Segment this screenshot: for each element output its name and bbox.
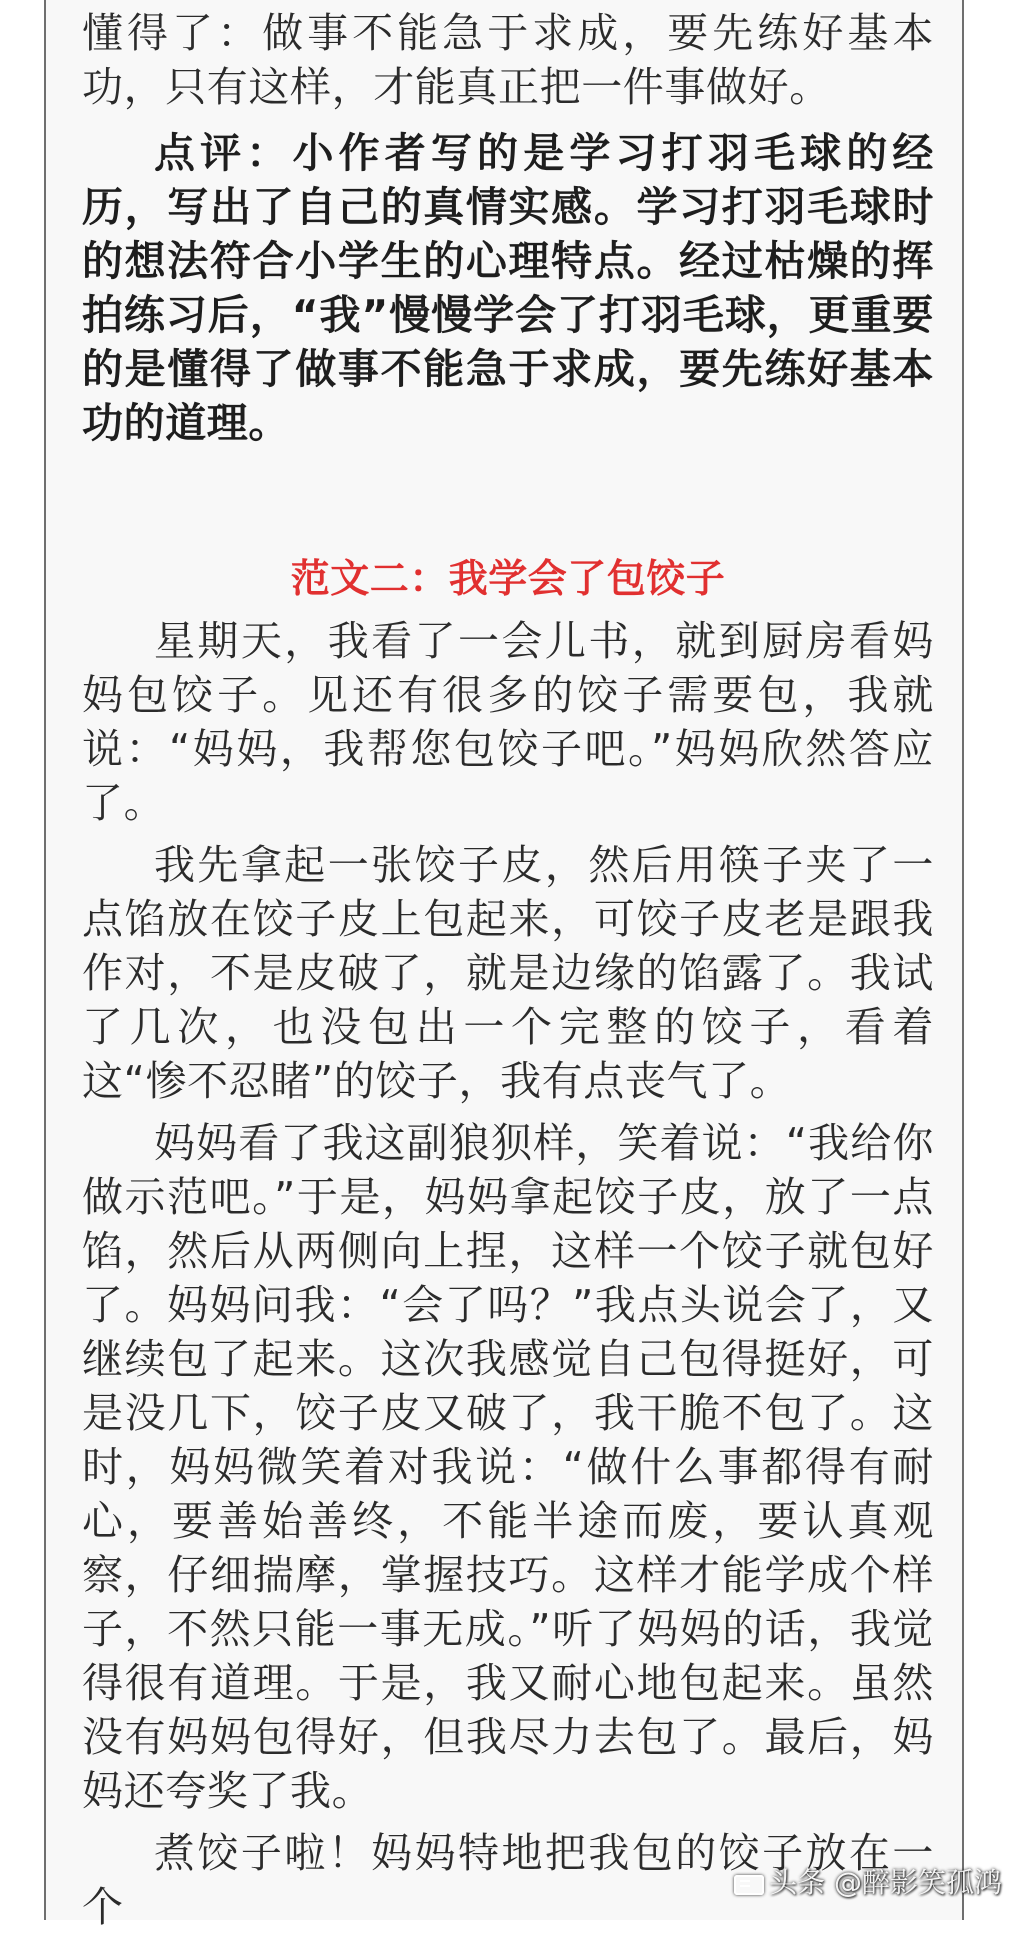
closing-paragraph: 懂得了：做事不能急于求成，要先练好基本功，只有这样，才能真正把一件事做好。 [82,9,934,111]
watermark-text: 头条 @醉影笑孤鸿 [769,1866,1002,1899]
review-paragraph: 点评：小作者写的是学习打羽毛球的经历，写出了自己的真情实感。学习打羽毛球时的想法符合小学生的心理特点。经过枯燥的挥拍练习后，“我”慢慢学会了打羽毛球，更重要的是懂得了做事不能急于求成，要先练好基本功的道理。 [82,129,934,447]
body-paragraph: 星期天，我看了一会儿书，就到厨房看妈妈包饺子。见还有很多的饺子需要包，我就说：“妈妈，我帮您包饺子吧。”妈妈欣然答应了。 [82,617,934,827]
article-content [82,0,934,1934]
watermark [733,1868,1002,1898]
body-paragraph: 煮饺子啦！妈妈特地把我包的饺子放在一个 [82,1829,934,1931]
toutiao-icon [733,1872,761,1894]
body-paragraph: 我先拿起一张饺子皮，然后用筷子夹了一点馅放在饺子皮上包起来，可饺子皮老是跟我作对，不是皮破了，就是边缘的馅露了。我试了几次，也没包出一个完整的饺子，看着这“惨不忍睹”的饺子，我有点丧气了。 [82,841,934,1105]
section-title: 范文二：我学会了包饺子 [290,557,726,602]
body-paragraph: 妈妈看了我这副狼狈样，笑着说：“我给你做示范吧。”于是，妈妈拿起饺子皮，放了一点馅，然后从两侧向上捏，这样一个饺子就包好了。妈妈问我：“会了吗？”我点头说会了，又继续包了起来。这次我感觉自己包得挺好，可是没几下，饺子皮又破了，我干脆不包了。这时，妈妈微笑着对我说：“做什么事都得有耐心，要善始善终，不能半途而废，要认真观察，仔细揣摩，掌握技巧。这样才能学成个样子，不然只能一事无成。”听了妈妈的话，我觉得很有道理。于是，我又耐心地包起来。虽然没有妈妈包得好，但我尽力去包了。最后，妈妈还夸奖了我。 [82,1119,934,1815]
